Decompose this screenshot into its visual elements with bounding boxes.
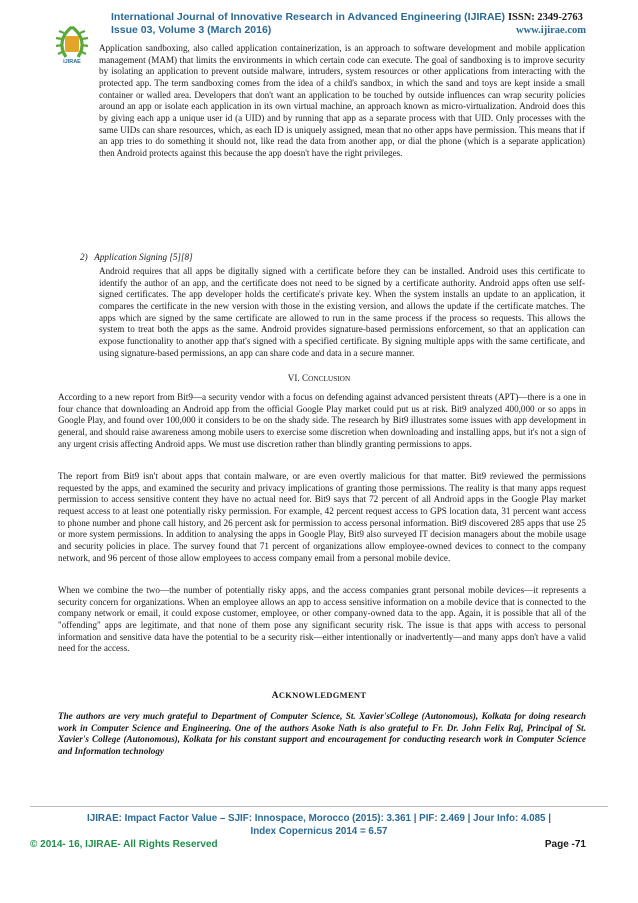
conclusion-paragraph: When we combine the two—the number of potentially risky apps, and the access companies grant personal mobile devices—it represents a security concern for organizations. When an employee allows an app to access sensitive information on a mobile device that is connected to the company network or email, it could expose customer, employee, or other company-owned data to the app. Again, it is possible that all of the "offending" apps are legitimate, and that none of them pose any significant security risk. The issue is that apps with access to personal information and sensitive data have the potential to be a security risk—either intentionally or inadvertently—and many apps don't have a valid need for the access. <box>58 585 586 654</box>
heading-rest: ONCLUSION <box>308 374 351 383</box>
issn: ISSN: 2349-2763 <box>507 12 583 23</box>
subsection-heading <box>80 252 193 262</box>
conclusion-paragraph: According to a new report from Bit9—a security vendor with a focus on defending against advanced persistent threats (APT)—there is a one in four chance that downloading an Android app from the official Google Play market could put us at risk. Bit9 analyzed 400,000 or so apps in Google Play, and found over 100,000 it considers to be on the shady side. The research by Bit9 illustrates some issues with app development in general, and should raise awareness among mobile users to exercise some discretion when downloading and installing apps, but it's not a sign of any urgent crisis affecting Android apps. We must use discretion rather than blindly granting permissions to apps. <box>58 392 586 449</box>
impact-factor-line: IJIRAE: Impact Factor Value – SJIF: Innospace, Morocco (2015): 3.361 | PIF: 2.469 | Jour Info: 4.085 | <box>87 813 551 824</box>
subsection-title: Application Signing [5][8] <box>94 252 193 262</box>
issue-info: Issue 03, Volume 3 (March 2016) <box>111 24 272 36</box>
application-signing-paragraph: Android requires that all apps be digitally signed with a certificate before they can be installed. Android uses this certificate to identify the author of an app, and the certificate does not need to be signed by a certificate authority. Android apps often use self-signed certificates. The app developer holds the certificate's private key. When the system installs an update to an application, it compares the certificate in the new version with those in the existing version, and allows the update if the certificate matches. The apps which are signed by the same certificate are allowed to run in the same process if the process so requests. This allows the system to treat both the apps as the same. Android provides signature-based permissions enforcement, so that an application can expose functionality to another app that's signed with a specified certificate. By signing multiple apps with the same certificate, and using signature-based permissions, an app can share code and data in a secure manner. <box>99 266 585 358</box>
copyright-notice: © 2014- 16, IJIRAE- All Rights Reserved <box>30 839 218 850</box>
journal-name: International Journal of Innovative Research in Advanced Engineering (IJIRAE) <box>111 11 506 23</box>
subsection-number: 2) <box>80 252 88 262</box>
heading-first-letter: A <box>271 691 279 701</box>
svg-text:IJIRAE: IJIRAE <box>63 59 81 65</box>
sandbox-paragraph: Application sandboxing, also called application containerization, is an approach to software development and mobile application management (MAM) that limits the environments in which certain code can execute. The goal of sandboxing is to improve security by isolating an application to prevent outside malware, intruders, system resources or other applications from interacting with the protected app. The term sandboxing comes from the idea of a child's sandbox, in which the sand and toys are kept inside a small container or walled area. Developers that don't want an application to be touched by outside influences can wrap security policies around an app or isolate each application in its own virtual machine, an approach known as micro-virtualization. Android does this by giving each app a unique user id (a UID) and by running that app as a separate process with that UID. Only processes with the same UIDs can share resources, which, as each ID is uniquely assigned, mean that no other apps have permission. This means that if an app tries to do something it should not, like read the data from another app, or dial the phone (which is a separate application) then Android protects against this because the app doesn't have the right privileges. <box>99 43 585 158</box>
journal-website-link[interactable]: www.ijirae.com <box>516 25 586 36</box>
index-copernicus-line: Index Copernicus 2014 = 6.57 <box>250 826 388 837</box>
conclusion-heading <box>0 373 638 383</box>
page-number: Page -71 <box>544 839 586 850</box>
acknowledgment-paragraph: The authors are very much grateful to Department of Computer Science, St. Xavier'sCollege (Autonomous), Kolkata for doing research work in Computer Science and Engineering. One of the authors Asoke Nath is also grateful to Fr. Dr. John Felix Raj, Principal of St. Xavier's College (Autonomous), Kolkata for his constant support and encouragement for conducting research work in Computer Science and Information technology <box>58 711 586 756</box>
journal-title <box>111 11 583 23</box>
ijirae-logo <box>52 23 92 65</box>
acknowledgment-heading <box>0 690 638 701</box>
heading-first-letter: C <box>301 373 309 383</box>
conclusion-paragraph: The report from Bit9 isn't about apps that contain malware, or are even overtly malicious for that matter. Bit9 reviewed the permissions requested by the apps, and examined the security and privacy implications of granting those permissions. The reality is that many apps request permission to access sensitive content they have no actual need for. Bit9 says that 72 percent of all Android apps in the Google Play market request access to at least one potentially risky permission. For example, 42 percent request access to GPS location data, 31 percent want access to phone number and phone call history, and 26 percent ask for permission to access personal information. Bit9 discovered 285 apps that use 25 or more system permissions. In addition to analysing the apps in Google Play, Bit9 also surveyed IT decision managers about the mobile usage and security policies in place. The survey found that 71 percent of organizations allow employee-owned devices to connect to the company network, and 96 percent of those allow employees to access company email from a personal mobile device. <box>58 471 586 563</box>
impact-factor-info <box>0 812 638 838</box>
heading-rest: CKNOWLEDGMENT <box>278 690 367 700</box>
footer-divider <box>30 806 608 807</box>
section-numeral: VI. <box>287 373 300 383</box>
